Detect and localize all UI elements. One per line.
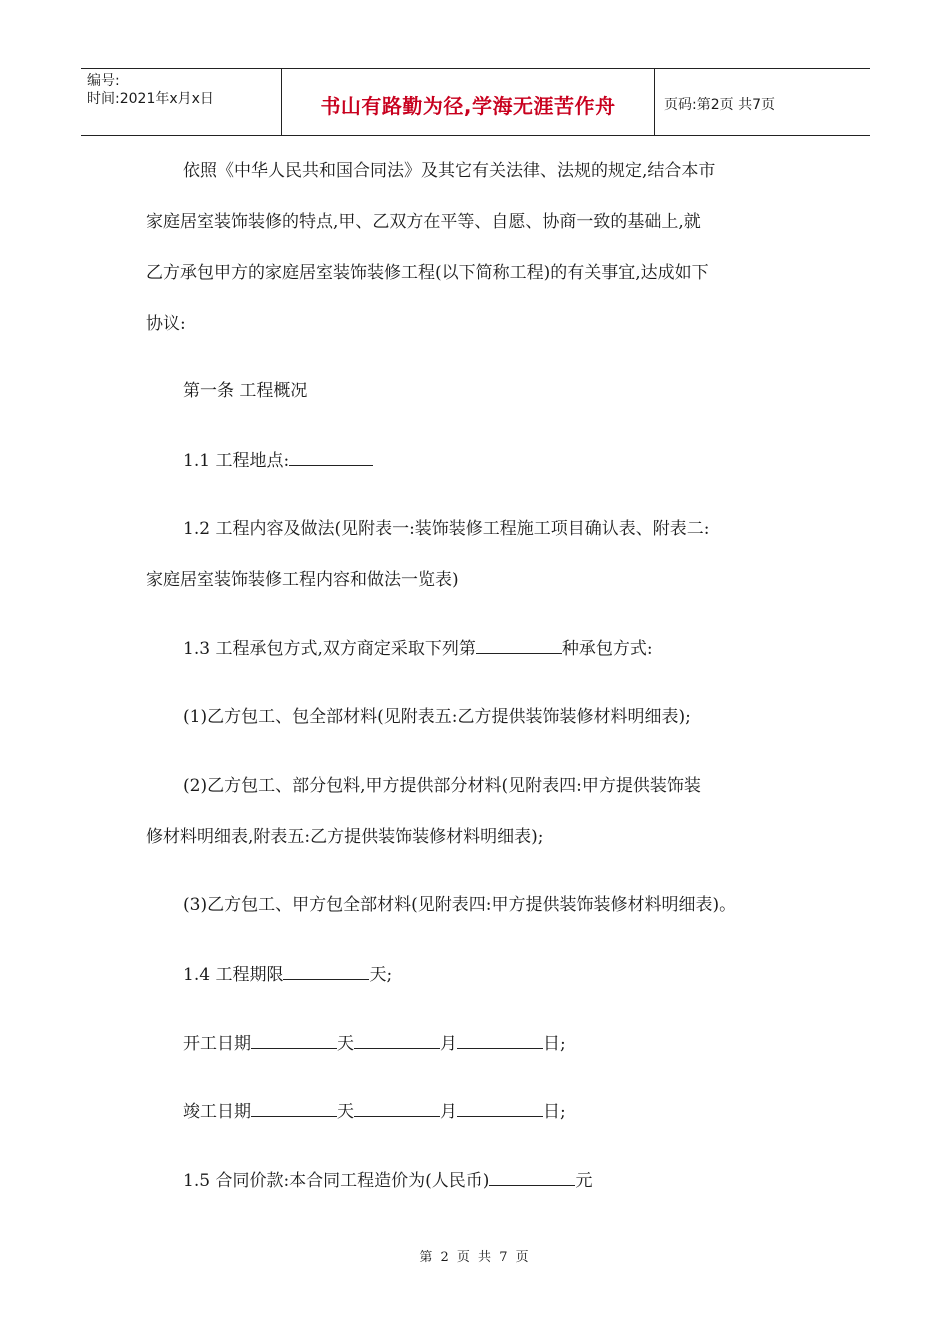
start-day-blank[interactable] [457,1032,543,1049]
section-1-5-suffix: 元 [575,1171,593,1191]
intro-paragraph-line-1: 依照《中华人民共和国合同法》及其它有关法律、法规的规定,结合本市 [183,161,716,181]
section-1-4 [183,963,392,986]
duration-blank[interactable] [283,963,369,980]
finish-unit-date: 日; [543,1102,566,1122]
start-unit-day: 天 [337,1034,354,1054]
start-date-label: 开工日期 [183,1034,251,1054]
option-2-line-2: 修材料明细表,附表五:乙方提供装饰装修材料明细表); [146,827,544,847]
finish-date-row [183,1100,566,1123]
section-1-5 [183,1169,592,1192]
price-blank[interactable] [489,1169,575,1186]
finish-day-blank[interactable] [457,1100,543,1117]
finish-unit-day: 天 [337,1102,354,1122]
finish-date-label: 竣工日期 [183,1102,251,1122]
start-year-blank[interactable] [251,1032,337,1049]
finish-year-blank[interactable] [251,1100,337,1117]
section-1-3-suffix: 种承包方式: [561,639,653,659]
section-1-2-line-2: 家庭居室装饰装修工程内容和做法一览表) [146,570,459,590]
finish-month-blank[interactable] [354,1100,440,1117]
page-header [81,68,870,136]
start-month-blank[interactable] [354,1032,440,1049]
option-1: (1)乙方包工、包全部材料(见附表五:乙方提供装饰装修材料明细表); [183,707,691,727]
start-unit-date: 日; [543,1034,566,1054]
contract-type-blank[interactable] [476,637,562,654]
article-1-title: 第一条 工程概况 [183,381,308,401]
section-1-1 [183,449,373,472]
intro-paragraph-line-3: 乙方承包甲方的家庭居室装饰装修工程(以下简称工程)的有关事宜,达成如下 [146,263,709,283]
header-page-info: 页码:第2页 共7页 [664,96,775,113]
document-date: 时间:2021年x月x日 [87,91,214,107]
start-unit-month: 月 [440,1034,457,1054]
header-motto: 书山有路勤为径,学海无涯苦作舟 [282,69,655,135]
section-1-4-prefix: 1.4 工程期限 [183,965,284,985]
option-2-line-1: (2)乙方包工、部分包料,甲方提供部分材料(见附表四:甲方提供装饰装 [183,776,701,796]
intro-paragraph-line-4: 协议: [146,314,186,334]
option-3: (3)乙方包工、甲方包全部材料(见附表四:甲方提供装饰装修材料明细表)。 [183,895,737,915]
page-footer: 第 2 页 共 7 页 [419,1250,531,1265]
section-1-3 [183,637,653,660]
finish-unit-month: 月 [440,1102,457,1122]
document-number-label: 编号: [87,73,120,89]
location-blank[interactable] [289,449,373,466]
section-1-1-label: 1.1 工程地点: [183,451,290,471]
section-1-3-prefix: 1.3 工程承包方式,双方商定采取下列第 [183,639,476,659]
section-1-2-line-1: 1.2 工程内容及做法(见附表一:装饰装修工程施工项目确认表、附表二: [183,519,710,539]
intro-paragraph-line-2: 家庭居室装饰装修的特点,甲、乙双方在平等、自愿、协商一致的基础上,就 [146,212,701,232]
header-meta [81,69,282,135]
start-date-row [183,1032,566,1055]
section-1-5-prefix: 1.5 合同价款:本合同工程造价为(人民币) [183,1171,490,1191]
section-1-4-suffix: 天; [369,965,393,985]
